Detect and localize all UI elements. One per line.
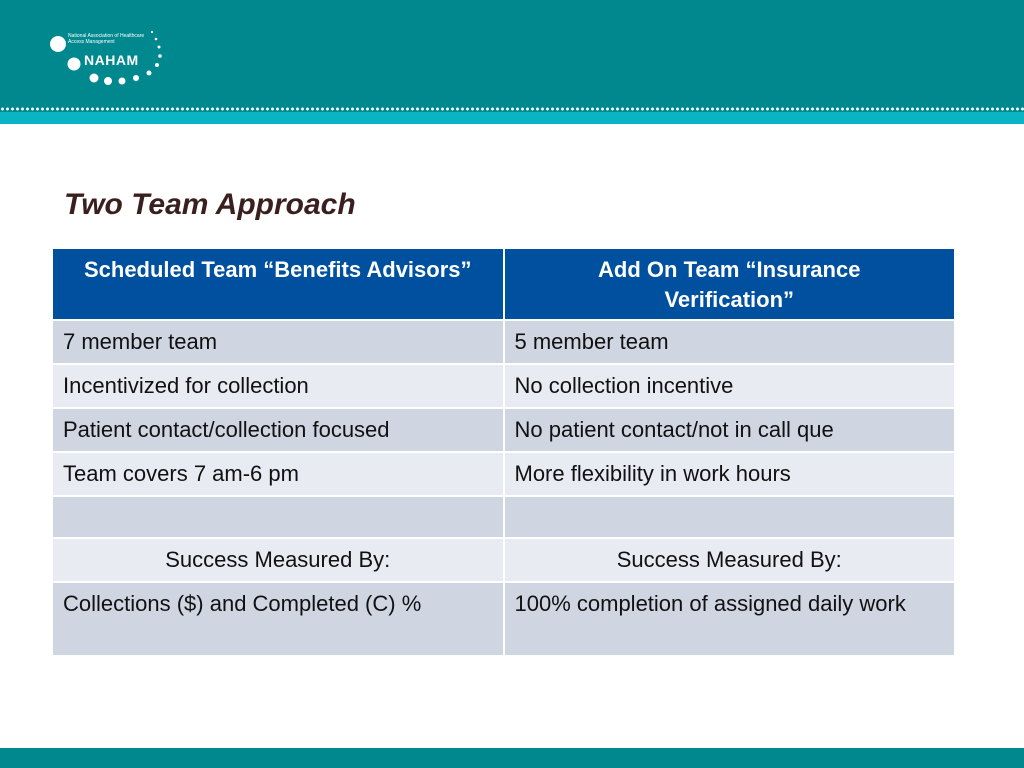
table-header-row bbox=[52, 248, 955, 320]
table-cell bbox=[52, 496, 504, 538]
table-cell: Patient contact/collection focused bbox=[52, 408, 504, 452]
table-cell: 100% completion of assigned daily work bbox=[504, 582, 956, 656]
table-row-success-heading bbox=[52, 538, 955, 582]
table-cell: No collection incentive bbox=[504, 364, 956, 408]
slide-title: Two Team Approach bbox=[64, 188, 356, 221]
footer-band bbox=[0, 748, 1024, 768]
logo-org-name: National Association of Healthcare Access Management bbox=[68, 33, 145, 45]
table-row bbox=[52, 582, 955, 656]
table-row bbox=[52, 408, 955, 452]
header-accent-stripe bbox=[0, 112, 1024, 124]
table-cell: Team covers 7 am-6 pm bbox=[52, 452, 504, 496]
table-row bbox=[52, 364, 955, 408]
table-cell: Collections ($) and Completed (C) % bbox=[52, 582, 504, 656]
header-add-on-team: Add On Team “Insurance Verification” bbox=[504, 248, 956, 320]
table-row bbox=[52, 452, 955, 496]
table-cell: Success Measured By: bbox=[52, 538, 504, 582]
table-cell: 7 member team bbox=[52, 320, 504, 364]
table-row-empty bbox=[52, 496, 955, 538]
header-scheduled-team: Scheduled Team “Benefits Advisors” bbox=[52, 248, 504, 320]
table-row bbox=[52, 320, 955, 364]
table-cell: Success Measured By: bbox=[504, 538, 956, 582]
logo-wordmark: NAHAM bbox=[84, 52, 139, 68]
table-cell: Incentivized for collection bbox=[52, 364, 504, 408]
team-comparison-table bbox=[51, 247, 956, 657]
table-cell: 5 member team bbox=[504, 320, 956, 364]
table-cell: More flexibility in work hours bbox=[504, 452, 956, 496]
naham-logo bbox=[48, 28, 170, 90]
table-cell bbox=[504, 496, 956, 538]
table-cell: No patient contact/not in call que bbox=[504, 408, 956, 452]
